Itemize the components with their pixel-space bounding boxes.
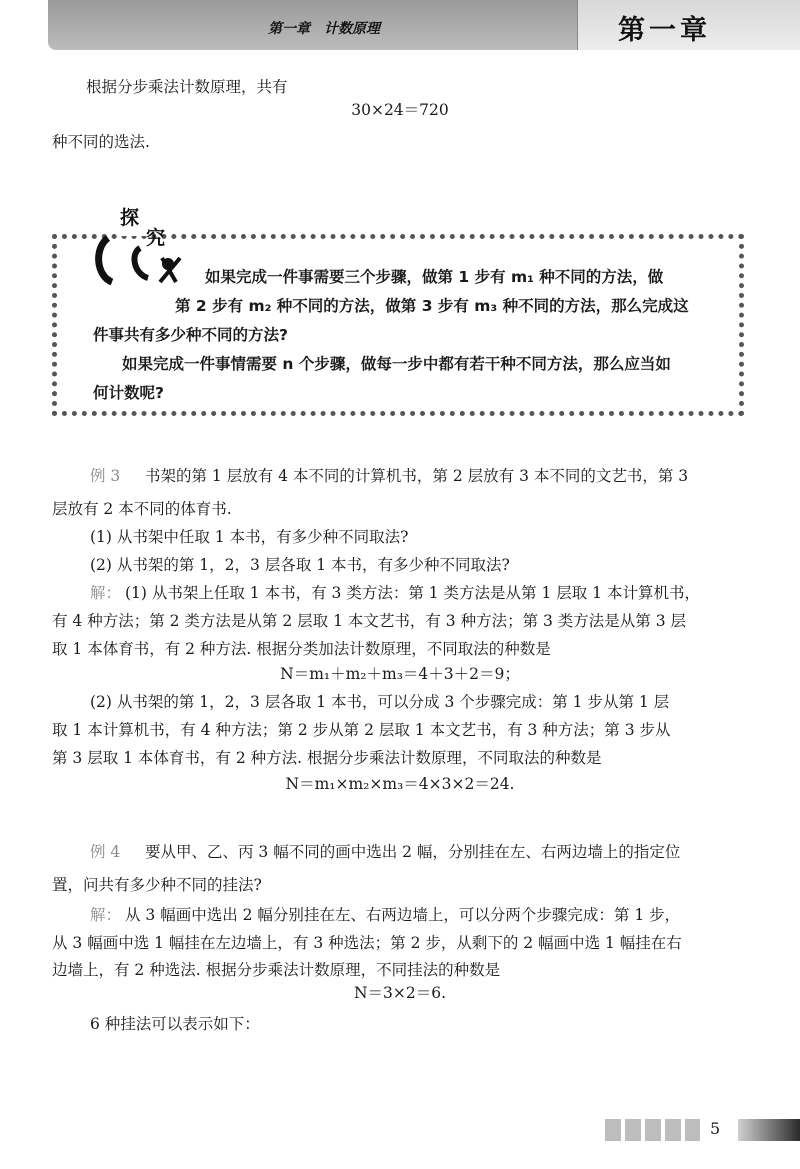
example-3-formula-1: N＝m₁＋m₂＋m₃＝4＋3＋2＝9； — [280, 665, 520, 683]
example-3-line-1: 书架的第 1 层放有 4 本不同的计算机书，第 2 层放有 3 本不同的文艺书，第 3 — [145, 467, 689, 485]
explore-line-2: 第 2 步有 m₂ 种不同的方法，做第 3 步有 m₃ 种不同的方法，那么完成这 — [175, 297, 689, 315]
example-3-solution-line-1: (1) 从书架上任取 1 本书，有 3 类方法：第 1 类方法是从第 1 层取 1 本计算机书， — [125, 584, 700, 602]
example-3-question-1: (1) 从书架中任取 1 本书，有多少种不同取法? — [90, 528, 409, 546]
explore-char-2: 究 — [146, 227, 166, 249]
explore-line-5: 何计数呢? — [93, 384, 164, 402]
example-3-label: 例 3 — [90, 467, 121, 485]
example-4-line-1: 要从甲、乙、丙 3 幅不同的画中选出 2 幅，分别挂在左、右两边墙上的指定位 — [145, 843, 681, 861]
example-4-solution-line-3: 边墙上，有 2 种选法. 根据分步乘法计数原理，不同挂法的种数是 — [52, 961, 501, 979]
page-number: 5 — [710, 1119, 721, 1138]
example-3-solution-line-6: 取 1 本计算机书，有 4 种方法；第 2 步从第 2 层取 1 本文艺书，有 3 种方法；第 3 步从 — [52, 721, 671, 739]
footer-decor-right — [738, 1119, 800, 1141]
footer-decor-left — [605, 1119, 700, 1141]
example-4-formula: N＝3×2＝6. — [353, 984, 447, 1002]
page-header — [48, 0, 800, 50]
example-3-solution-line-3: 取 1 本体育书，有 2 种方法. 根据分类加法计数原理，不同取法的种数是 — [52, 640, 551, 658]
example-3-question-2: (2) 从书架的第 1，2，3 层各取 1 本书，有多少种不同取法? — [90, 556, 510, 574]
explore-line-1: 如果完成一件事需要三个步骤，做第 1 步有 m₁ 种不同的方法，做 — [205, 268, 664, 286]
example-3-solution-line-2: 有 4 种方法；第 2 类方法是从第 2 层取 1 本文艺书，有 3 种方法；第 3 类方法是从第 3 层 — [52, 612, 687, 630]
running-title: 第一章 计数原理 — [268, 21, 380, 37]
explore-char-1: 探 — [120, 207, 140, 229]
example-4-line-2: 置，问共有多少种不同的挂法? — [52, 876, 262, 894]
example-4-solution-line-2: 从 3 幅画中选 1 幅挂在左边墙上，有 3 种选法；第 2 步，从剩下的 2 幅画中选 1 幅挂在右 — [52, 934, 682, 952]
example-4-solution-label: 解： — [90, 906, 122, 924]
example-4-label: 例 4 — [90, 843, 121, 861]
explore-line-4: 如果完成一件事情需要 n 个步骤，做每一步中都有若干种不同方法，那么应当如 — [122, 355, 671, 373]
example-3-formula-2: N＝m₁×m₂×m₃＝4×3×2＝24. — [285, 775, 515, 793]
example-3-solution-label: 解： — [90, 584, 122, 602]
example-3-solution-line-7: 第 3 层取 1 本体育书，有 2 种方法. 根据分步乘法计数原理，不同取法的种数是 — [52, 749, 602, 767]
chapter-label: 第一章 — [618, 15, 711, 46]
example-4-solution-line-1: 从 3 幅画中选出 2 幅分别挂在左、右两边墙上，可以分两个步骤完成：第 1 步， — [125, 906, 681, 924]
explore-line-3: 件事共有多少种不同的方法? — [93, 326, 288, 344]
intro-line-1: 根据分步乘法计数原理，共有 — [86, 78, 288, 96]
intro-formula: 30×24＝720 — [351, 101, 449, 119]
chapter-tab — [577, 0, 800, 50]
example-3-solution-line-5: (2) 从书架的第 1，2，3 层各取 1 本书，可以分成 3 个步骤完成：第 1 步从第 1 层 — [90, 693, 670, 711]
explore-icon — [90, 196, 200, 296]
example-3-line-2: 层放有 2 本不同的体育书. — [52, 500, 232, 518]
intro-line-2: 种不同的选法. — [52, 133, 150, 151]
example-4-solution-line-5: 6 种挂法可以表示如下： — [90, 1015, 260, 1033]
